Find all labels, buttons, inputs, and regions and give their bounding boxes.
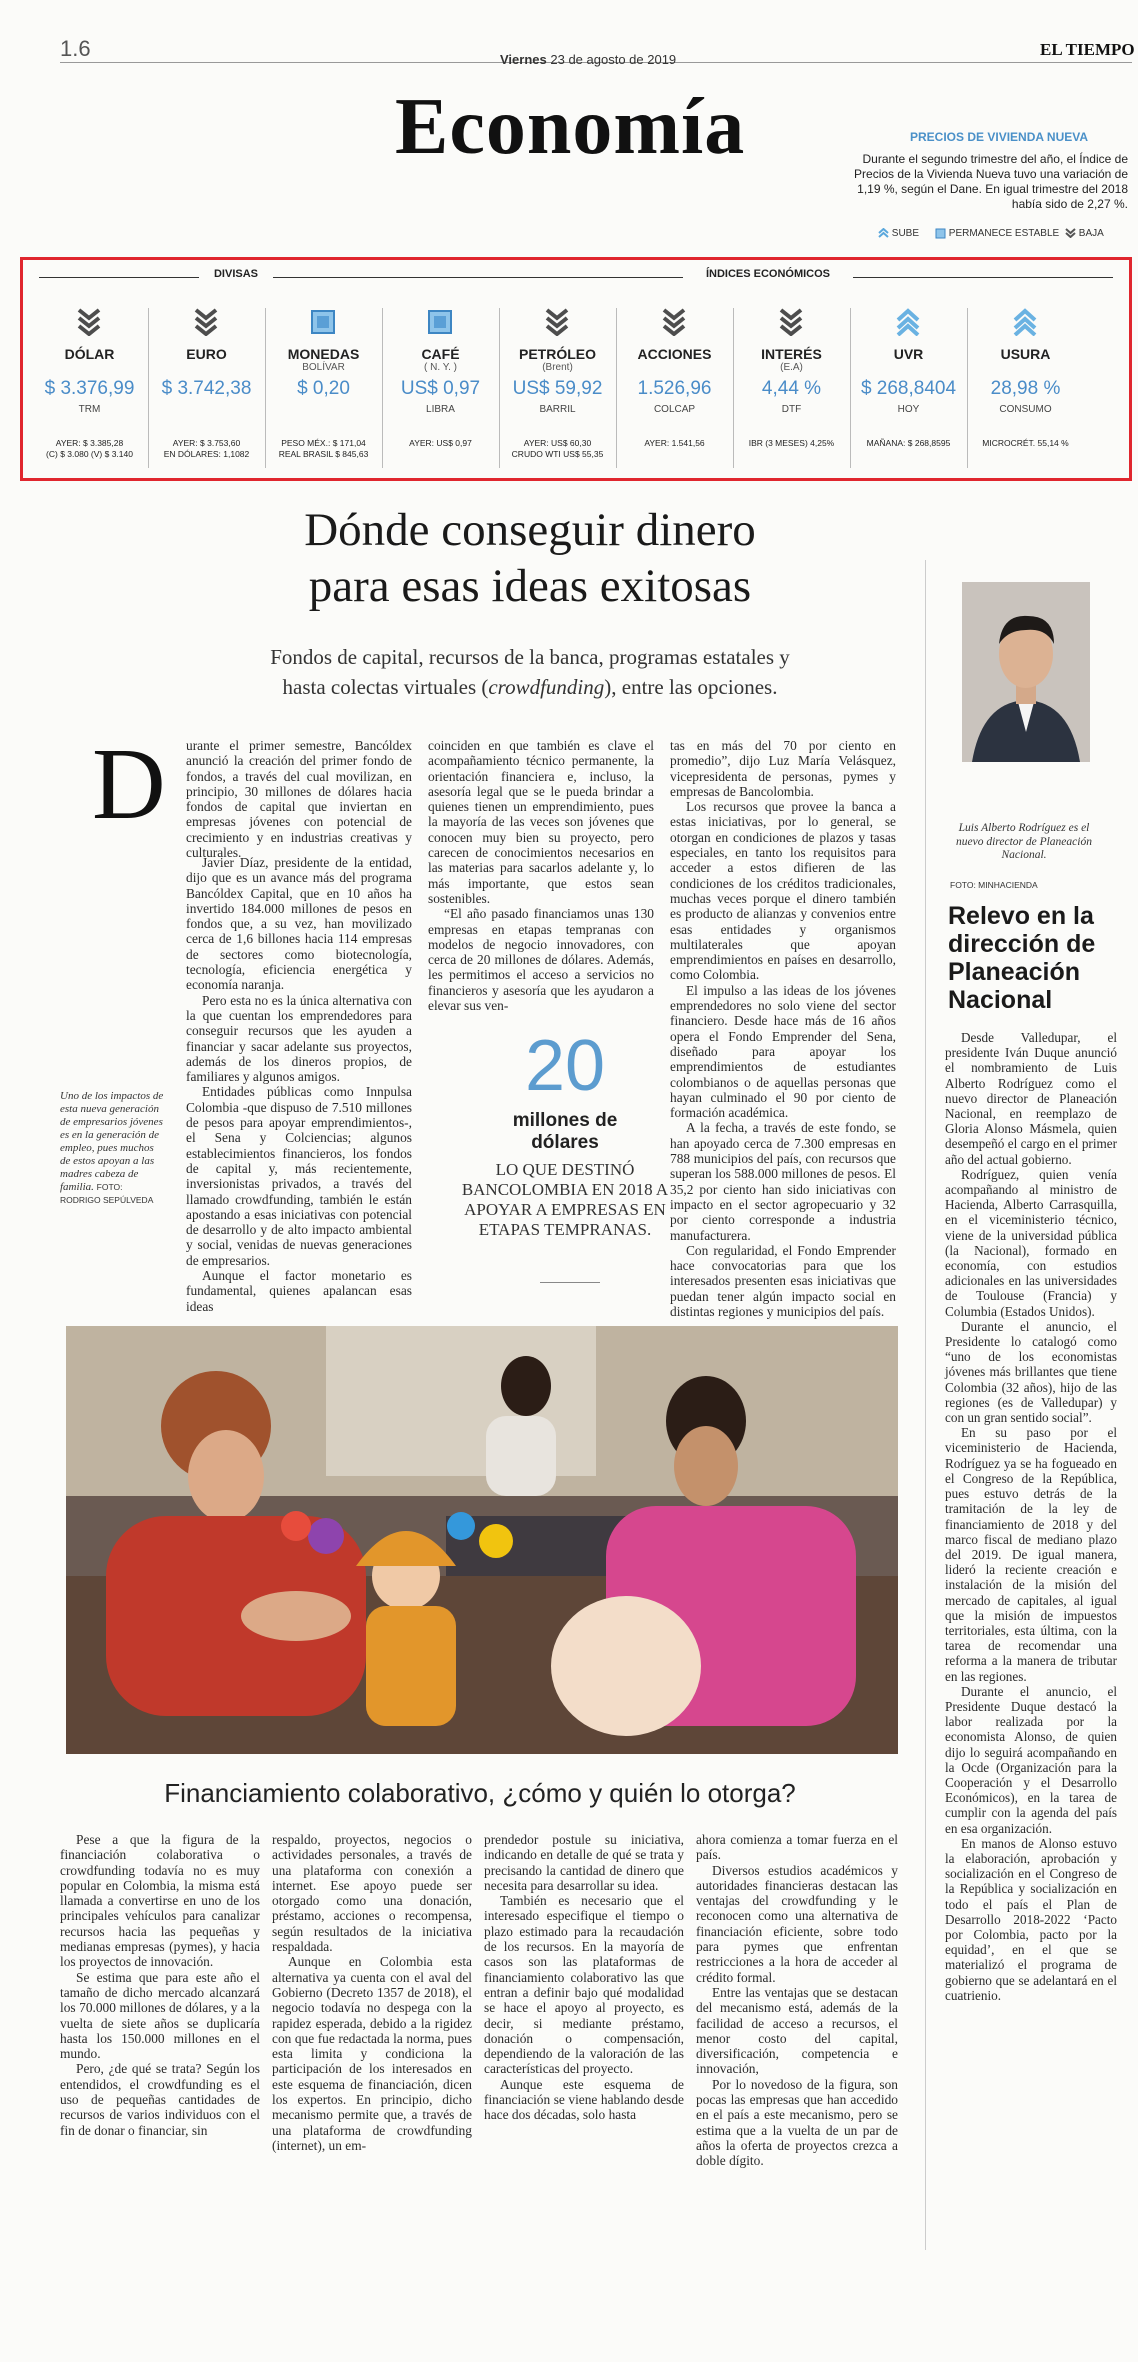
indicator-detail: PESO MÉX.: $ 171,04 REAL BRASIL $ 845,63 — [278, 438, 369, 459]
stable-trend-icon — [428, 308, 452, 336]
pullquote-unit: millones de dólares — [512, 1110, 618, 1153]
main-photo — [66, 1326, 898, 1754]
indicator-value: 1.526,96 — [637, 378, 712, 399]
portrait-caption: Luis Alberto Rodríguez es el nuevo director de Planeación Nacional. — [956, 822, 1092, 861]
trend-icon — [1013, 308, 1037, 336]
indicator-divider — [382, 308, 383, 468]
indicator-acciones — [616, 260, 733, 478]
up-trend-icon — [1013, 308, 1037, 336]
indicator-name: DÓLAR — [64, 346, 115, 362]
women-making-dolls-photo — [66, 1326, 898, 1754]
vivienda-body: Durante el segundo trimestre del año, el Índice de Precios de la Vivienda Nueva tuvo una variación de 1,19 %, según el Dane. En igual trimestre del 2018 había sido de 2,27 %. — [854, 152, 1128, 211]
indicator-value: $ 0,20 — [297, 378, 350, 399]
date: 23 de agosto de 2019 — [550, 52, 677, 67]
stable-trend-icon — [935, 228, 946, 239]
indicators-box — [20, 257, 1132, 481]
indicator-value: $ 268,8404 — [860, 378, 957, 399]
legend-down: BAJA — [1065, 228, 1104, 239]
indicator-value: US$ 59,92 — [512, 378, 603, 399]
indicator-divider — [499, 308, 500, 468]
trend-icon — [77, 308, 101, 336]
dateline — [500, 52, 676, 67]
indicator-name: CAFÉ — [421, 346, 460, 362]
indicator-name: USURA — [1000, 346, 1051, 362]
indicator-usura — [967, 260, 1084, 478]
trend-icon — [779, 308, 803, 336]
down-trend-icon — [194, 308, 218, 336]
sidebar-body: Desde Valledupar, el presidente Iván Duque anunció el nombramiento de Luis Alberto Rodríguez como el nuevo director de Planeación Nacional, en reemplazo de Gloria Alonso Másmela, quien desempeñó el cargo en el primer año del actual gobierno. Rodríguez, quien venía acompañando al ministro de Hacienda, Alberto Carrasquilla, en el viceministerio técnico, viene de la universidad pública (la Nacional), formado en economía, con estudios adicionales en las universidades de Toulouse (Francia) y Columbia (Estados Unidos). Durante el anuncio, el Presidente lo catalogó como “uno de los economistas jóvenes más brillantes que tiene Colombia (32 años), hijo de las regiones (es de Valledupar) y con un gran sentido social”. En su paso por el viceministerio de Hacienda, Rodríguez ya se ha fogueado en el Congreso de la República, pues estuvo detrás de la tramitación de la ley de financiamiento de 2018 y del marco fiscal de mediano plazo del 2019. De igual manera, lideró la reciente creación e instalación de la misión del mercado de capitales, al igual que la misión de impuestos territoriales, esta última, con la tarea de recomendar una reforma a la manera de tributar en las regiones. Durante el anuncio, el Presidente Duque destacó la labor realizada por la economista Alonso, de quien dijo lo seguirá acompañando en la Ocde (Organización para la Cooperación y el Desarrollo Económicos), en la tarea de cumplir con la agenda del país en esa organización. En manos de Alonso estuvo la elaboración, aprobación y socialización en el Congreso de la República y socialización en todo el país el Plan de Desarrollo 2018-2022 ‘Pacto por Colombia, pacto por la equidad’, en el que se materializó el programa de gobierno que se adelantará en el cuatrienio. — [945, 1030, 1117, 2003]
indicator-uvr — [850, 260, 967, 478]
up-trend-icon — [878, 228, 889, 238]
indicator-sub: ( N. Y. ) — [424, 362, 457, 373]
subarticle-col4: ahora comienza a tomar fuerza en el país. Diversos estudios académicos y autoridades financieras destacan las ventajas del crowdfunding y le reconocen como una alternativa de financiación eficiente, sobre todo para pymes que enfrentan restricciones a la hora de acceder al crédito formal. Entre las ventajas que se destacan del mecanismo está, además de la facilidad de acceso a recursos, el menor costo del capital, diversificación, competencia e innovación, Por lo novedoso de la figura, son pocas las empresas que han accedido en el país a este mecanismo, pero se estima que a la vuelta de un par de años la oferta de proyectos crezca a doble dígito. — [696, 1832, 898, 2169]
vivienda-title: PRECIOS DE VIVIENDA NUEVA — [910, 130, 1089, 144]
article-col1-top: urante el primer semestre, Bancóldex anunció la creación del primer fondo de fondos, a través del cual movilizan, en principio, 30 millones de dólares hacia fondos de capital que inviertan en empresas jóvenes con potencial de crecimiento y en industrias creativas y culturales. — [186, 738, 412, 861]
indicator-unit: DTF — [781, 404, 802, 415]
indicator-detail: AYER: US$ 0,97 — [409, 438, 472, 448]
indicator-detail: MAÑANA: $ 268,8595 — [866, 438, 951, 448]
legend-stable: PERMANECE ESTABLE — [935, 228, 1059, 239]
stable-trend-icon — [311, 308, 335, 336]
indicator-dolar — [31, 260, 148, 478]
trend-icon — [662, 308, 686, 336]
headline-line-1: Dónde conseguir dinero — [304, 504, 756, 556]
indicator-name: EURO — [186, 346, 227, 362]
subarticle-headline: Financiamiento colaborativo, ¿cómo y quién lo otorga? — [164, 1778, 796, 1808]
sidebar-rule — [925, 560, 926, 2250]
indicator-name: PETRÓLEO — [518, 346, 596, 362]
indicator-unit: TRM — [78, 404, 101, 415]
date-weekday: Viernes — [500, 52, 547, 67]
headline-line-2: para esas ideas exitosas — [308, 560, 752, 612]
indicator-detail: AYER: $ 3.753,60 EN DÓLARES: 1,1082 — [163, 438, 250, 459]
indicator-value: $ 3.742,38 — [161, 378, 252, 399]
trend-icon — [896, 308, 920, 336]
subarticle-col2: respaldo, proyectos, negocios o actividades personales, a través de una plataforma con conexión a internet. Ese apoyo puede ser otorgado como una donación, préstamo, acciones o recompensa, según resultados de la iniciativa respaldada. Aunque en Colombia esta alternativa ya cuenta con el aval del Gobierno (Decreto 1357 de 2018), el negocio todavía no despega con la rapidez esperada, debido a la rigidez con que fue redactada la norma, pues esta limita y condiciona la participación de los interesados en este esquema de financiación, dicen los expertos. En principio, dicho mecanismo permite que, a través de una plataforma de crowdfunding (internet), un em- — [272, 1832, 472, 2153]
indicator-divider — [616, 308, 617, 468]
article-col2: coinciden en que también es clave el acompañamiento técnico permanente, la orientación financiera e, incluso, la asesoría legal que se le pueda brindar a quienes tienen un emprendimiento, pues la mayoría de las veces son jóvenes que conocen muy bien su proyecto, pero carecen de conocimientos necesarios en las materias para sacarlos adelante y, lo más importante, que estos sean sostenibles. “El año pasado financiamos unas 130 empresas en etapas tempranas con modelos de negocio innovadores, con cerca de 20 millones de dólares. Además, les permitimos el acceso a servicios no financieros y asesoría que les ayudaron a elevar sus ven- — [428, 738, 654, 1014]
article-col1: Javier Díaz, presidente de la entidad, dijo que es un avance más del programa Bancóldex Capital, que en 10 años ha invertido 184.000 millones de pesos en fondos que, a su vez, han movilizado cerca de 1,6 billones hacia 114 empresas de sectores como biotecnología, tecnología, eficiencia energética y economía naranja. Pero esta no es la única alternativa con la que cuentan los emprendedores para conseguir recursos que les ayuden a financiar y sacar adelante sus proyectos, además de los dineros propios, de familiares y algunos amigos. Entidades públicas como Innpulsa Colombia -que dispuso de 7.510 millones de pesos para apoyar emprendimientos-, el Sena y Colciencias; algunos establecimientos financieros, los fondos de capital y, más recientemente, inversionistas privados, a través del llamado crowdfunding, también le están apostando a esas iniciativas con potencial de desarrollo y de alto impacto ambiental y social, venidas de nuevas generaciones de empresarios. Aunque el factor monetario es fundamental, quienes apalancan esas ideas — [186, 855, 412, 1314]
article-col3: tas en más del 70 por ciento en promedio”, dijo Luz María Velásquez, vicepresidenta de personas, pymes y empresas de Bancolombia. Los recursos que provee la banca a estas iniciativas, por lo general, se otorgan en condiciones de plazos y tasas especiales, en tanto los requisitos para acceder a estos difieren de las condiciones de los créditos tradicionales, muchas veces porque el dinero también es producto de alianzas y convenios entre esas entidades y organismos multilaterales que apoyan emprendimientos en países en desarrollo, como Colombia. El impulso a las ideas de los jóvenes emprendedores no solo viene del sector financiero. Desde hace más de 16 años opera el Fondo Emprender del Sena, diseñado para apoyar los emprendimientos de estudiantes colombianos o de aquellas personas que hayan culminado el 90 por ciento de formación académica. A la fecha, a través de este fondo, se han apoyado cerca de 7.300 empresas en 788 municipios del país, con recursos que superan los 588.000 millones de pesos. El 35,2 por ciento han sido iniciativas con impacto en el sector agropecuario y 32 por ciento corresponde a industria manufacturera. Con regularidad, el Fondo Emprender hace convocatorias para que los interesados presenten esas iniciativas que puedan tener algún impacto social en distintas regiones y municipios del país. — [670, 738, 896, 1319]
trend-icon — [545, 308, 569, 336]
down-trend-icon — [545, 308, 569, 336]
indicator-sub: BOLÍVAR — [302, 362, 345, 373]
indicator-value: 28,98 % — [990, 378, 1061, 399]
indicator-name: INTERÉS — [761, 346, 822, 362]
section-title: Economía — [395, 83, 746, 171]
indicator-value: $ 3.376,99 — [44, 378, 135, 399]
indicator-petroleo — [499, 260, 616, 478]
indicator-divider — [733, 308, 734, 468]
article-headline — [80, 502, 980, 614]
indicator-value: US$ 0,97 — [400, 378, 481, 399]
indicator-unit: CONSUMO — [999, 404, 1052, 415]
indicator-divider — [850, 308, 851, 468]
indicator-name: ACCIONES — [637, 346, 712, 362]
divisas-label: DIVISAS — [199, 268, 273, 280]
subarticle-col3: prendedor postule su iniciativa, indicando en detalle de qué se trata y precisando la cantidad de dinero que necesita para desarrollar su idea. También es necesario que el interesado especifique el tiempo o plazo estimado para la recaudación de los recursos. En la mayoría de casos son las plataformas de financiamiento colaborativo las que entran a definir bajo qué modalidad se hace el apoyo al proyecto, es decir, si mediante préstamo, donación o compensación, dependiendo de la valoración de las características del proyecto. Aunque este esquema de financiación se viene hablando desde hace dos décadas, solo hasta — [484, 1832, 684, 2123]
indicator-name: MONEDAS — [287, 346, 360, 362]
indicator-detail: AYER: $ 3.385,28 (C) $ 3.080 (V) $ 3.140 — [46, 438, 133, 459]
down-trend-icon — [1065, 228, 1076, 238]
legend-up: SUBE — [878, 228, 919, 239]
indicator-detail: AYER: 1.541,56 — [644, 438, 705, 448]
indicator-detail: MICROCRÉT. 55,14 % — [982, 438, 1069, 448]
article-deck: Fondos de capital, recursos de la banca, programas estatales y hasta colectas virtuales (crowdfunding), entre las opciones. — [270, 645, 790, 699]
pullquote-rule — [540, 1282, 600, 1283]
indicator-divider — [967, 308, 968, 468]
up-trend-icon — [896, 308, 920, 336]
portrait-photo — [962, 582, 1090, 762]
sidebar-headline: Relevo en la dirección de Planeación Nacional — [948, 902, 1096, 1014]
brand-name: EL TIEMPO — [1040, 40, 1135, 59]
drop-cap: D — [92, 728, 166, 841]
photo-side-caption: Uno de los impactos de esta nueva generación de empresarios jóvenes es en la generación de empleo, pues muchos de estos apoyan a las madres cabeza de familia. FOTO: RODRIGO SEPÚLVEDA — [60, 1090, 164, 1205]
page-number: 1.6 — [60, 36, 91, 61]
pullquote-number: 20 — [524, 1026, 606, 1106]
indicator-name: UVR — [893, 346, 924, 362]
down-trend-icon — [77, 308, 101, 336]
indicator-cafe — [382, 260, 499, 478]
man-portrait — [962, 582, 1090, 762]
indicator-unit: BARRIL — [539, 404, 576, 415]
subarticle-col1: Pese a que la figura de la financiación colaborativa o crowdfunding todavía no es muy popular en Colombia, la misma está llamada a convertirse en uno de los principales vehículos para canalizar recursos hacia las pequeñas y medianas empresas (pymes), y hacia los proyectos de innovación. Se estima que para este año el tamaño de dicho mercado alcanzará los 70.000 millones de dólares, y a la vuelta de siete años se duplicaría hasta los 150.000 millones en el mundo. Pero, ¿de qué se trata? Según los entendidos, el crowdfunding es el uso de pequeñas cantidades de recursos de varios individuos con el fin de donar o financiar, sin — [60, 1832, 260, 2138]
indicator-detail: IBR (3 MESES) 4,25% — [748, 438, 835, 448]
indicator-divider — [265, 308, 266, 468]
indicator-value: 4,44 % — [761, 378, 822, 399]
indicator-divider — [148, 308, 149, 468]
indicator-unit: COLCAP — [653, 404, 696, 415]
indicator-sub: (E.A) — [780, 362, 803, 373]
indicator-euro — [148, 260, 265, 478]
pullquote-text: LO QUE DESTINÓ BANCOLOMBIA EN 2018 A APOYAR A EMPRESAS EN ETAPAS TEMPRANAS. — [461, 1160, 669, 1239]
indicator-unit: LIBRA — [426, 404, 455, 415]
indicator-sub: (Brent) — [542, 362, 573, 373]
portrait-credit: FOTO: MINHACIENDA — [950, 880, 1038, 890]
indicator-detail: AYER: US$ 60,30 CRUDO WTI US$ 55,35 — [511, 438, 604, 459]
indicator-interes — [733, 260, 850, 478]
indicator-monedas — [265, 260, 382, 478]
down-trend-icon — [662, 308, 686, 336]
indices-label: ÍNDICES ECONÓMICOS — [683, 268, 853, 280]
trend-icon — [194, 308, 218, 336]
indicator-unit: HOY — [897, 404, 920, 415]
down-trend-icon — [779, 308, 803, 336]
trend-icon — [428, 308, 452, 336]
trend-icon — [311, 308, 335, 336]
